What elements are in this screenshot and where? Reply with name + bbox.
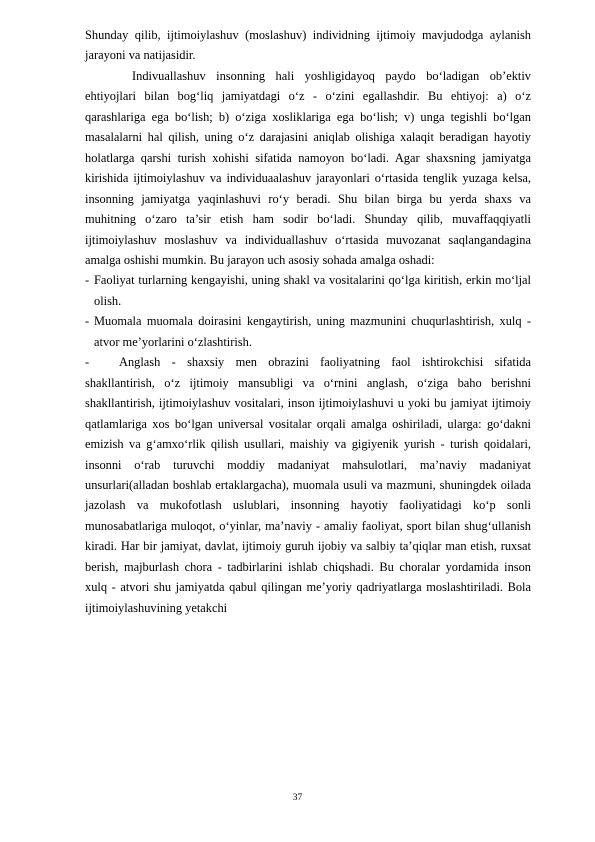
paragraph-intro: Shunday qilib, ijtimoiylashuv (moslashuv) individning ijtimoiy mavjudodga aylanish jarayoni va natijasidir. xyxy=(85,28,531,63)
dash-marker: - xyxy=(85,355,90,370)
list-item-awareness xyxy=(85,352,531,618)
document-page xyxy=(85,25,531,618)
paragraph-individualization: Indivuallashuv insonning hali yoshligidayoq paydo bo‘ladigan ob’ektiv ehtiyojlari bilan bog‘liq jamiyatdagi o‘z - o‘zini egallashdir. Bu ehtiyoj: a) o‘z qarashlariga ega bo‘lish; b) o‘ziga xosliklariga ega bo‘lish; v) unga tegishli bo‘lgan masalalarni hal qilish, uning o‘z darajasini aniqlab olishiga xalaqit beradigan hayotiy holatlarga qarshi turish xohishi sifatida namoyon bo‘ladi. Agar shaxsning jamiyatga kirishida ijtimoiylashuv va individuaalashuv jarayonlari o‘rtasida tenglik yuzaga kelsa, insonning jamiyatga yaqinlashuvi ro‘y beradi. Shu bilan birga bu yerda shaxs va muhitning o‘zaro ta’sir etish ham sodir bo‘ladi. Shunday qilib, muvaffaqqiyatli ijtimoiylashuv moslashuv va individuallashuv o‘rtasida muvozanat saqlangandagina amalga oshishi mumkin. Bu jarayon uch asosiy sohada amalga oshadi: xyxy=(85,68,531,267)
dash-marker: - xyxy=(85,273,90,288)
list-item-text: Muomala muomala doirasini kengaytirish, uning mazmunini chuqurlashtirish, xulq - atvor me’yorlarini o‘zlashtirish. xyxy=(94,314,531,349)
page-number: 37 xyxy=(292,793,303,803)
list-item-text: Faoliyat turlarning kengayishi, uning shakl va vositalarini qo‘lga kiritish, erkin mo‘ljal olish. xyxy=(94,273,531,308)
dash-marker: - xyxy=(85,314,90,329)
list-item-text: Anglash - shaxsiy men obrazini faoliyatning faol ishtirokchisi sifatida shakllantirish, o‘z ijtimoiy mansubligi va o‘rnini anglash, o‘ziga baho berishni shakllantirish, ijtimoiylashuv vositalari, inson ijtimoiylashuvi u yoki bu jamiyat ijtimoiy qatlamlariga xos bo‘lgan universal vositalar orqali amalga oshiriladi, ularga: go‘dakni emizish va g‘amxo‘rlik qilish usullari, maishiy va gigiyenik yurish - turish qoidalari, insonni o‘rab turuvchi moddiy madaniyat mahsulotlari, ma’naviy madaniyat unsurlari(alladan boshlab ertaklargacha), muomala usuli va mazmuni, shuningdek oilada jazolash va mukofotlash uslublari, insonning hayotiy faoliyatidagi ko‘p sonli munosabatlariga muloqot, o‘yinlar, ma’naviy - amaliy faoliyat, sport bilan shug‘ullanish kiradi. Har bir jamiyat, davlat, ijtimoiy guruh ijobiy va salbiy ta’qiqlar man etish, ruxsat berish, majburlash chora - tadbirlarini ishlab chiqshadi. Bu choralar yordamida inson xulq - atvori shu jamiyatda qabul qilingan me’yoriy qadriyatlarga moslashtiriladi. Bola ijtimoiylashuvining yetakchi xyxy=(85,355,531,615)
list-item-activity xyxy=(85,270,531,311)
list-item-communication xyxy=(85,311,531,352)
